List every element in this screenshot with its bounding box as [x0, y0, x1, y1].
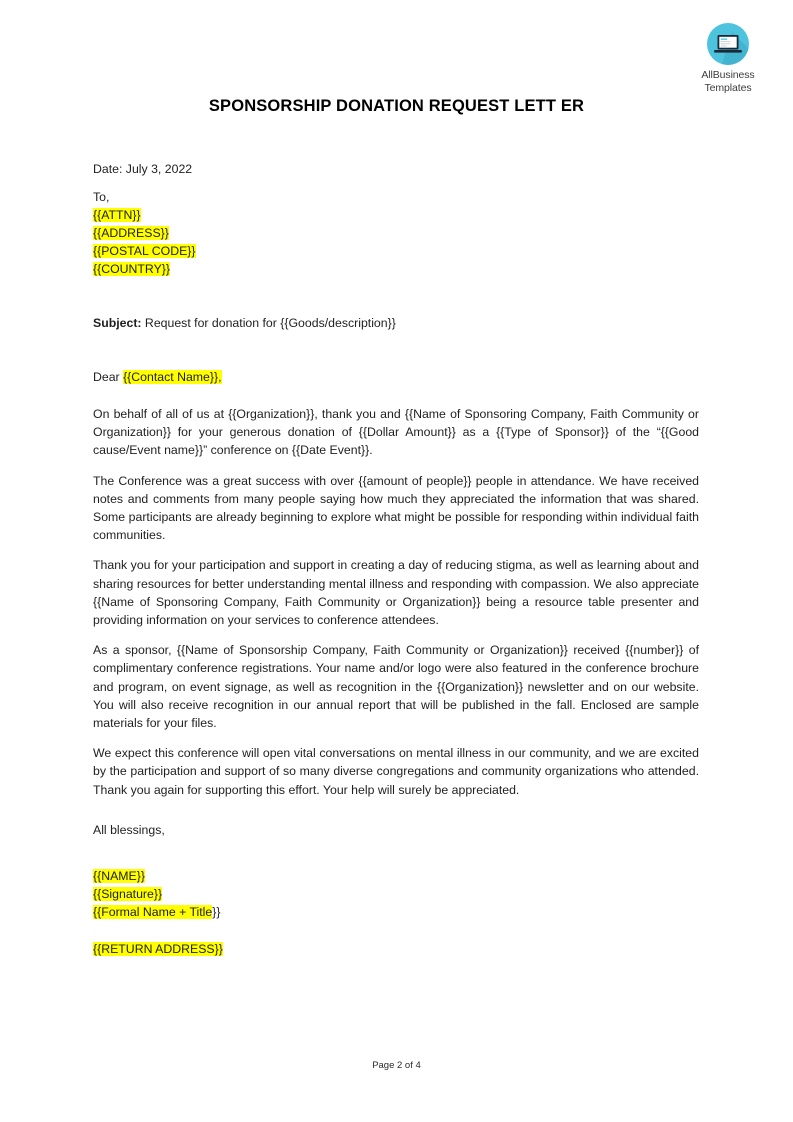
spacer: [93, 921, 699, 940]
brand-logo-text: [688, 69, 768, 94]
body-paragraph: We expect this conference will open vital conversations on mental illness in our community, and we are excited by the participation and support of so many diverse congregations and community organizations who attended. Thank you again for supporting this effort. Your help will surely be appreciated.: [93, 746, 699, 797]
page-title: SPONSORSHIP DONATION REQUEST LETT ER: [208, 97, 585, 115]
spacer: [93, 386, 699, 405]
recipient-address-line: [93, 242, 699, 260]
recipient-address-line: [93, 206, 699, 224]
body-paragraph: On behalf of all of us at {{Organization}}, thank you and {{Name of Sponsoring Company, Faith Community or Organization}} for your generous donation of {{Dollar Amount}} as a {{Type of Sponsor}} of the “{{Good cause/Event name}}” conference on {{Date Event}}.: [93, 407, 699, 458]
field-return-address: {{RETURN ADDRESS}}: [93, 941, 223, 956]
recipient-label: To,: [93, 190, 110, 204]
spacer: [93, 839, 699, 867]
spacer: [93, 811, 699, 821]
spacer: [93, 178, 699, 188]
body-paragraph: Thank you for your participation and support in creating a day of reducing stigma, as well as learning about and sharing resources for better understanding mental illness and responding with compassion. We also appreciate {{Name of Sponsoring Company, Faith Community or Organization}} being a resource table presenter and providing information on your services to conference attendees.: [93, 558, 699, 628]
brand-logo-line1: AllBusiness: [701, 69, 755, 81]
subject-line: [93, 314, 699, 332]
laptop-icon: [706, 22, 750, 66]
subject-label: Subject:: [93, 316, 142, 330]
field-country: {{COUNTRY}}: [93, 262, 171, 276]
field-address: {{ADDRESS}}: [93, 226, 169, 240]
field-formal-name-title-tail: }}: [212, 904, 221, 919]
return-address-line: [93, 940, 699, 958]
field-contact-name: {{Contact Name}},: [123, 370, 222, 384]
field-signature: {{Signature}}: [93, 886, 163, 901]
field-name: {{NAME}}: [93, 868, 145, 883]
body-paragraph: As a sponsor, {{Name of Sponsorship Company, Faith Community or Organization}} received {{number}} of complimentary conference registrations. Your name and/or logo were also featured in the conference brochure and program, on event signage, as well as recognition in the {{Organization}} newsletter and on our website. You will also receive recognition in our annual report that will be published in the fall. Enclosed are sample materials for your files.: [93, 643, 699, 731]
field-formal-name-title: {{Formal Name + Title: [93, 904, 213, 919]
signature-line: [93, 903, 699, 921]
subject-text: Request for donation for {{Goods/description}}: [141, 316, 396, 330]
date-line: Date: July 3, 2022: [93, 162, 193, 176]
page-footer: Page 2 of 4: [372, 1060, 421, 1071]
spacer: [93, 332, 699, 368]
spacer: [93, 278, 699, 314]
letter-body: [93, 160, 699, 958]
signature-line: [93, 867, 699, 885]
brand-logo-line2: Templates: [704, 81, 752, 94]
field-postal-code: {{POSTAL CODE}}: [93, 244, 196, 258]
recipient-address-line: [93, 260, 699, 278]
closing-line: All blessings,: [93, 822, 165, 837]
brand-logo: [688, 22, 768, 94]
salutation-prefix: Dear: [93, 370, 124, 384]
signature-line: [93, 885, 699, 903]
body-paragraph: The Conference was a great success with over {{amount of people}} people in attendance. We have received notes and comments from many people saying how much they appreciated the information that was shared. Some participants are already beginning to explore what might be possible for responding within individual faith communities.: [93, 473, 699, 543]
field-attn: {{ATTN}}: [93, 208, 141, 222]
recipient-address-line: [93, 224, 699, 242]
salutation: [93, 368, 699, 386]
